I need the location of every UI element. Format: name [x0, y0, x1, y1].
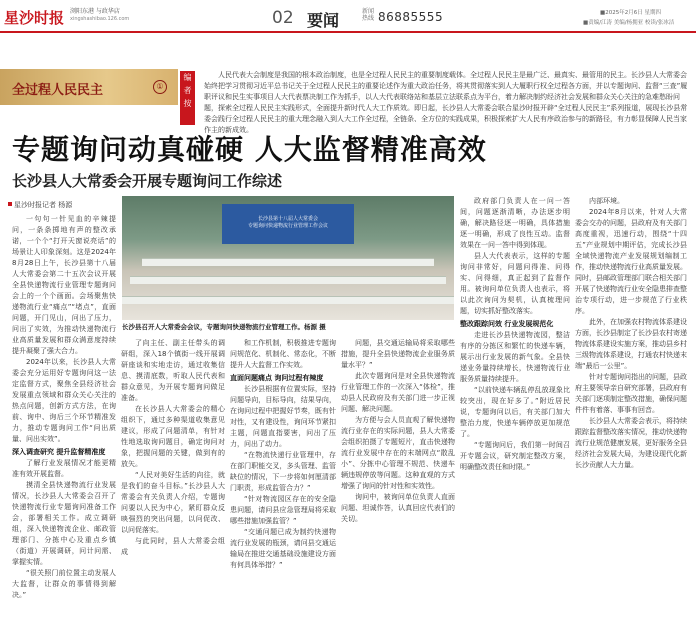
- series-banner-title: 全过程人民民主: [12, 83, 104, 98]
- paragraph: “很关照门前位置主动发展人大监督，让群众的事情得到解决。”: [12, 569, 116, 599]
- meeting-photo: [122, 196, 454, 320]
- editor-credits: ■责编/江涛 美编/杨拥亚 校读/张冰洁: [583, 20, 675, 26]
- meeting-screen: [222, 204, 354, 244]
- paragraph: 2024年8月以来，针对人大常委会交办的问题，县政府及有关部门高度重视，迅速行动，围绕“十四五”产业规划中期评估，完成长沙县全域快递物流产业发展规划编制工作，推动快递物流行业高质量发展。同时，县邮政管理部门联合相关部门开展了快递物流行业安全隐患排查整治专项行动，进一步规范了行业秩序。: [575, 208, 687, 315]
- paragraph: 内部环境。: [589, 197, 624, 205]
- paragraph: “人民对美好生活的向往，就是我们的奋斗目标。”长沙县人大常委会有关负责人介绍，专题询问要以人民为中心，紧盯群众反映强烈的突出问题，以问促改、以问促落实。: [121, 471, 225, 534]
- paragraph: 了解行业发展情况才能更精准有效开展监督。: [12, 459, 116, 478]
- paragraph: 2024年以来，长沙县人大常委会充分运用好专题询问这一法定监督方式，聚焦全县经济社会发展重点领域和群众关心关注的热点问题，创新方式方法，在询前、询中、询后三个环节精准发力，推动专题询问工作“问出质量、问出实效”。: [12, 358, 116, 443]
- paragraph: 与此同时，县人大常委会组成: [121, 537, 225, 556]
- main-headline: 专题询问动真碰硬 人大监督精准高效: [12, 133, 487, 166]
- paragraph: 走进长沙县快递物流园，整洁有序的分拣区和繁忙的快递车辆，展示出行业发展的新气象。全县快递业务量持续增长，快递物流行业服务质量持续提升。: [460, 331, 570, 383]
- photo-caption: 长沙县召开人大常委会会议，专题询问快递物流行业管理工作。杨源 摄: [122, 323, 326, 331]
- desk-row: [122, 296, 454, 304]
- article-column-5: [460, 196, 570, 634]
- paragraph: 此次专题询问是对全县快递物流行业管理工作的一次深入“体检”，推动县人民政府及有关部门进一步正视问题、解决问题。: [341, 372, 455, 413]
- article-column-2: [121, 338, 225, 634]
- paragraph: “交通问题已成为制约快递物流行业发展的瓶颈，请问县交通运输局在推进交通基础设施建设方面有何具体举措？”: [230, 528, 336, 569]
- paragraph: “针对物流园区存在的安全隐患问题，请问县应急管理局将采取哪些措施加强监管？”: [230, 495, 336, 525]
- subsection-heading: 直面问题痛点 询问过程有辣度: [230, 374, 324, 382]
- paragraph: “在物流快递行业管理中，存在部门职能交叉，多头管理、监管缺位的情况，下一步将如何厘清部门职责，形成监管合力？”: [230, 451, 336, 492]
- paragraph: 了向主任、副主任带头的调研组，深入18个镇街一线开展调研座谈和实地走访，通过收集信息、摸清底数，听取人民代表和群众意见，为开展专题询问做足准备。: [121, 339, 225, 402]
- sub-headline: 长沙县人大常委会开展专题询问工作综述: [12, 172, 283, 190]
- logo-url: xingshashibao.126.com: [70, 16, 130, 22]
- byline: 星沙时报记者 杨源: [14, 201, 73, 209]
- article-column-1: [12, 214, 116, 634]
- paragraph: 问题，县交通运输局将采取哪些措施，提升全县快递物流企业服务质量水平？”: [341, 339, 455, 369]
- article-column-6: [575, 196, 687, 634]
- paragraph: 长沙县根据有位置实际，坚持问题导向，目标导向，结果导向，在询问过程中把握好节奏，既有针对性，又有建设性，询问环节紧扣主题，问题直指要害，问出了压力，问出了动力。: [230, 385, 336, 448]
- article-column-4: [341, 338, 455, 634]
- logo-subtitle: 浏阳东港 与政华店: [70, 8, 120, 15]
- paragraph: 一句句一针见血的辛辣提问，一条条掷地有声的整改承诺，一个个“打开天窗说亮话”的场景让人印象深刻。这是2024年8月28日上午，长沙县第十八届人大常委会第二十五次会议开展全县快递物流行业管理专题询问会上的一个个画面。会场聚焦快递物流行业“痛点”“堵点”，直面问题，开门见山，问出了压力，问出了实效，为推动快递物流行业高质量发展和群众满意度持续提升凝聚了强大合力。: [12, 215, 116, 355]
- paragraph: 长沙县人大常委会表示，将持续跟踪监督整改落实情况，推动快递物流行业规范健康发展，更好服务全县经济社会发展大局，为建设现代化新长沙贡献人大力量。: [575, 417, 687, 469]
- editor-note-text: 人民代表大会制度是我国的根本政治制度，也是全过程人民民主的重要制度载体。全过程人民民主是最广泛、最真实、最管用的民主。长沙县人大常委会始终把学习贯彻习近平总书记关于全过程人民民主的重要论述作为重大政治任务，将其贯彻落实到人大履职行权全过程各方面，并以专题询问、监督“三查”履职评议和民生实事项目人大代表票决制工作为抓手，以人大代表联络站和基层立法联系点为平台，着力解决制约经济社会发展和群众关心关注的急难愁盼问题，探索全过程人民民主实践形式，全面提升新时代人大工作质效。即日起，长沙县人大常委会联合星沙时报开辟“全过程人民民主”系列报道，展现长沙县常委会践行全过程人民民主的重大理念融入到人大工作全过程，全链条、全方位的实践成果，积极探索扩大人民有序政治参与的新路径，有力彰显保障人民当家作主的新成效。: [204, 71, 688, 134]
- masthead-divider: [0, 31, 696, 33]
- hotline-number: 86885555: [378, 10, 444, 24]
- paragraph: 在长沙县人大常委会的精心组织下，通过多种渠道收集意见建议，形成了问题清单，有针对性地选取询问题目，确定询问对象，把握问题的关键，做到有的放矢。: [121, 405, 225, 468]
- paragraph: “以前快递车辆乱停乱放现象比较突出，现在好多了。”附近居民说，专题询问以后，有关部门加大整治力度，快递车辆停放更加规范了。: [460, 386, 570, 438]
- paragraph: 此外，在加强农村物流体系建设方面，长沙县制定了长沙县农村寄递物流体系建设实施方案，推动县乡村三级物流体系建设，打通农村快递末端“最后一公里”。: [575, 318, 687, 370]
- paragraph: “专题询问后，我们第一时间召开专题会议，研究制定整改方案，明确整改责任和时限。”: [460, 441, 570, 471]
- paragraph: 为方便与会人员直观了解快递物流行业存在的实际问题，县人大常委会组织拍摄了专题短片，直击快递物流行业发展中存在的末端网点“散乱小”、分拣中心管理不规范、快递车辆违规停放等问题。这种直观的方式增强了询问的针对性和实效性。: [341, 416, 455, 490]
- subsection-heading: 深入调查研究 提升监督精准度: [12, 448, 106, 456]
- issue-date: ■2025年2月6日 星期四: [600, 10, 661, 16]
- paragraph: 摸清全县快递物流行业发展情况，长沙县人大常委会召开了快递物流行业专题询问准备工作会，部署相关工作。成立调研组，深入快递物流企业、邮政管理部门、分拣中心及重点乡镇（街道）开展调研，问计问需、掌握实情。: [12, 481, 116, 566]
- subsection-heading: 整改跟踪问效 行业发展规范化: [460, 320, 554, 328]
- article-column-3: [230, 338, 336, 634]
- newspaper-logo: 星沙时报: [4, 9, 65, 27]
- paragraph: 询问中，被询问单位负责人直面问题、坦诚作答，认真回应代表们的关切。: [341, 493, 455, 523]
- screen-text: 长沙县第十八届人大常委会 专题询问快递物流行业管理工作会议: [247, 216, 328, 229]
- desk-row: [142, 258, 434, 266]
- paragraph: 和工作机制，积极推进专题询问规范化、机制化、常态化，不断提升人大监督工作实效。: [230, 339, 336, 369]
- editor-note-tag: 编者按: [180, 71, 195, 125]
- paragraph: 政府部门负责人在一问一答间，问题逐渐清晰，办法逐步明确，解决路径逐一明确，具体措施逐一明确，形成了良性互动。监督效果在一问一答中得到体现。: [460, 197, 570, 249]
- page-number: 02: [272, 8, 294, 28]
- hotline-label: 新闻热线: [362, 8, 375, 22]
- paragraph: 针对专题询问指出的问题，县政府主要领导亲自研究部署，县政府有关部门逐项制定整改措施，确保问题件件有着落、事事有回音。: [575, 373, 687, 414]
- series-number-badge: ①: [153, 80, 167, 94]
- paragraph: 县人大代表表示，这样的专题询问非常好，问题问得准、问得实、问得细，真正起到了监督作用。被询问单位负责人也表示，将以此次询问为契机，认真梳理问题，切实抓好整改落实。: [460, 252, 570, 315]
- desk-row: [130, 276, 446, 284]
- section-title: 要闻: [307, 11, 340, 30]
- byline-square-icon: [8, 202, 12, 206]
